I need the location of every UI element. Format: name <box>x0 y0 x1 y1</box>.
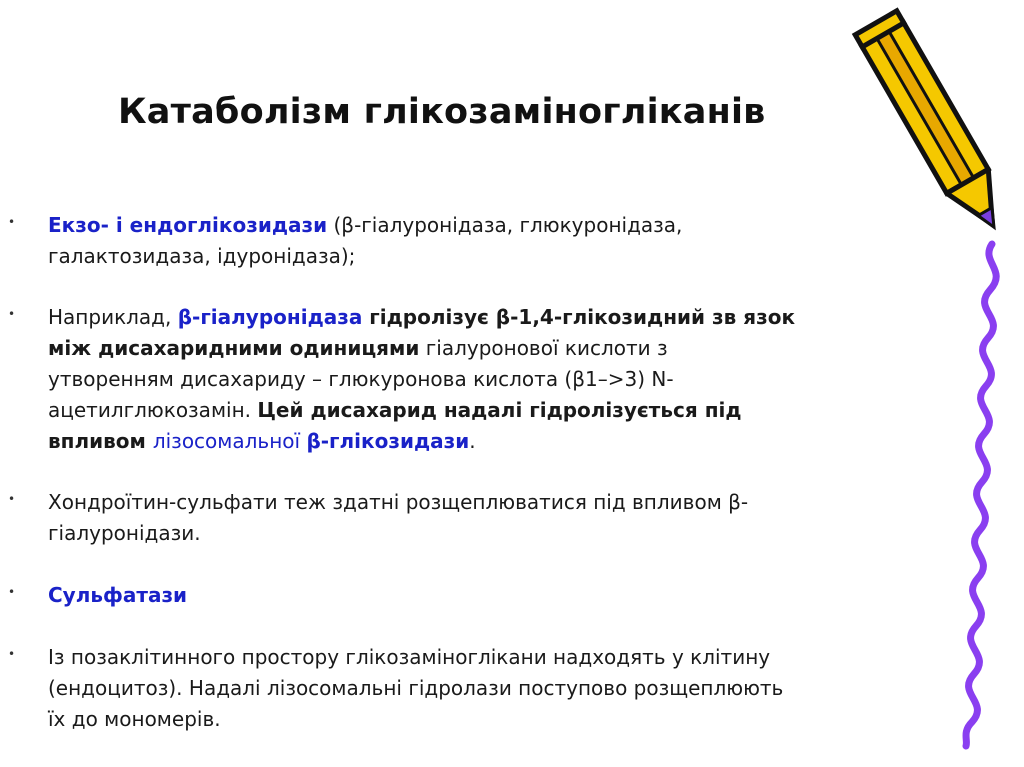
bullet-dot: • <box>8 492 16 506</box>
text-run: гідролізує β-1,4-глікозидний зв язок <box>362 305 796 329</box>
text-run: їх до мономерів. <box>48 707 221 731</box>
text-run: ацетилглюкозамін. <box>48 398 258 422</box>
text-run: гіалуронової кислоти з <box>419 336 668 360</box>
bullet-dot: • <box>8 215 16 229</box>
text-run: Цей дисахарид надалі гідролізується під <box>257 398 742 422</box>
bullet-dot: • <box>8 585 16 599</box>
squiggle-line <box>966 244 996 746</box>
text-run: (ендоцитоз). Надалі лізосомальні гідролази поступово розщеплюють <box>48 676 784 700</box>
text-run: впливом <box>48 429 153 453</box>
text-run: гіалуронідази. <box>48 521 201 545</box>
text-run: (β-гіалуронідаза, глюкуронідаза, <box>327 213 683 237</box>
text-run: утворенням дисахариду – глюкуронова кислота (β1–>3) N- <box>48 367 674 391</box>
pencil-icon <box>855 11 1015 239</box>
text-run: галактозидаза, ідуронідаза); <box>48 244 356 268</box>
text-run: Із позаклітинного простору глікозаміноглікани надходять у клітину <box>48 645 771 669</box>
text-run: β-глікозидази <box>306 429 470 453</box>
slide-title: Катаболізм глікозаміногліканів <box>118 92 766 132</box>
text-run: лізосомальної <box>152 429 307 453</box>
text-run: β-гіалуронідаза <box>177 305 363 329</box>
text-run: Хондроїтин-сульфати теж здатні розщеплюватися під впливом β- <box>48 490 749 514</box>
text-run: Наприклад, <box>48 305 178 329</box>
bullet-dot: • <box>8 307 16 321</box>
text-run: Сульфатази <box>48 583 188 607</box>
bullet-dot: • <box>8 647 16 661</box>
text-run: . <box>469 429 476 453</box>
text-run: Екзо- і ендоглікозидази <box>48 213 328 237</box>
text-run: між дисахаридними одиницями <box>48 336 420 360</box>
